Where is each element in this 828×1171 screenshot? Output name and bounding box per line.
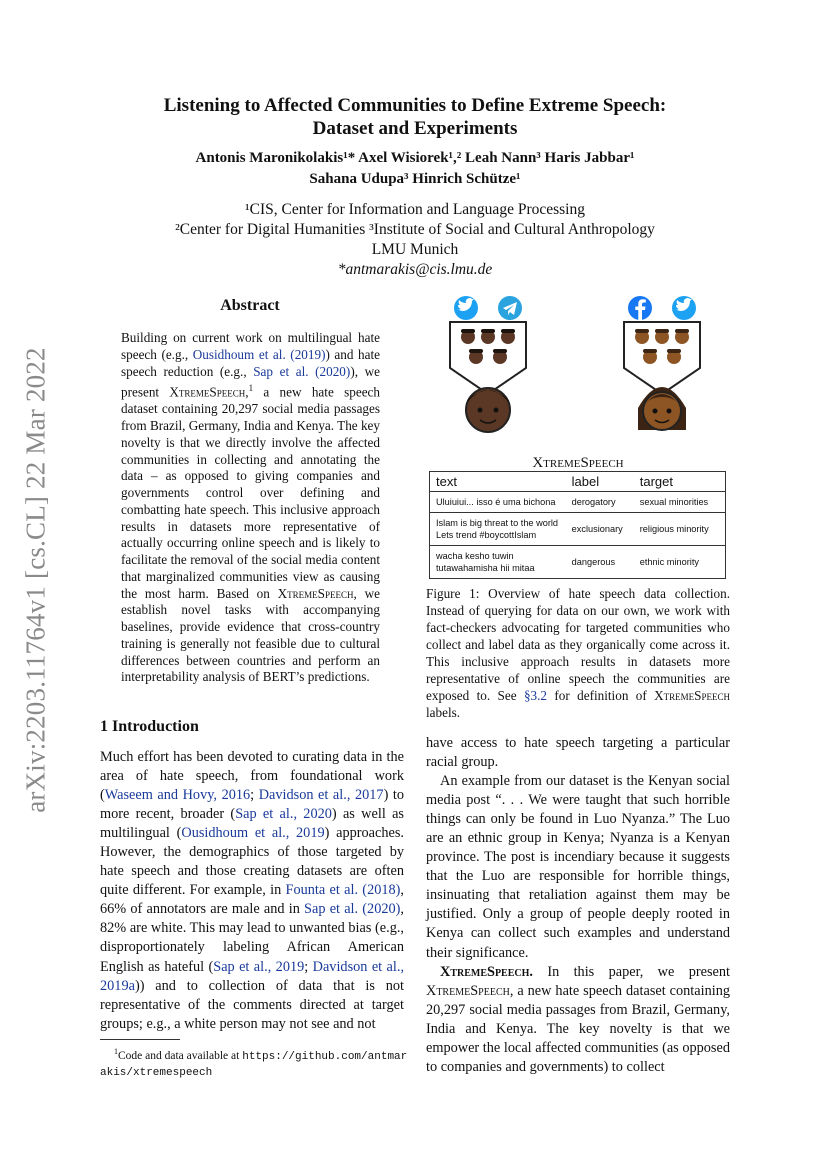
- abstract-text: a new hate speech dataset containing 20,297 social media passages from Brazil, Germany, India and Kenya. The key novelty is that we directly involve the affected communities in collecting and annotating the data – as opposed to giving companies and governments control over defining and combatting hate speech. This inclusive approach results in datasets more representative of actually occurring online speech and is likely to facilitate the removal of the social media content that marginalized communities view as causing the most harm. Based on: [121, 384, 380, 601]
- paragraph-heading: XtremeSpeech.: [440, 963, 533, 980]
- dataset-name: XtremeSpeech: [169, 384, 246, 400]
- abstract-text: Building on current work on multilingual hate speech (e.g.,: [121, 330, 380, 362]
- column-header: label: [566, 472, 634, 492]
- citation-link[interactable]: Ousidhoum et al., 2019: [181, 825, 325, 842]
- column-header: text: [430, 472, 566, 492]
- citation-link[interactable]: Davidson et al., 2019a: [100, 958, 405, 994]
- citation-link[interactable]: Founta et al. (2018): [285, 882, 401, 899]
- intro-left-column: [100, 748, 404, 1034]
- abstract-text: ) and hate speech reduction (e.g.,: [121, 346, 380, 379]
- table-cell-text: Uluiuiui... isso é uma bichona: [430, 492, 566, 513]
- affiliation-line-1: ¹CIS, Center for Information and Language Processing: [245, 201, 585, 218]
- arxiv-watermark: arXiv:2203.11764v1 [cs.CL] 22 Mar 2022: [20, 347, 51, 813]
- affiliation-line-2: ²Center for Digital Humanities ³Institute of Social and Cultural Anthropology: [175, 221, 655, 238]
- body-text: , 82% are white. This may lead to unwanted bias (e.g., disproportionately labeling African American English as hateful (: [100, 901, 404, 975]
- footnote-marker: 1: [114, 1047, 118, 1056]
- figure-illustration: [428, 290, 728, 455]
- citation-link[interactable]: Sap et al. (2020): [253, 363, 351, 379]
- table-cell-text: wacha kesho tuwin tutawahamisha hii mitaa: [430, 546, 566, 579]
- right-community-group: [624, 296, 700, 430]
- table-cell-label: dangerous: [566, 546, 634, 579]
- paragraph: An example from our dataset is the Kenyan social media post “. . . We were taught that such horrible things can only be found in Luo Nyanza.” The Luo are an ethnic group in Kenya; Nyanza is a Kenyan province. The post is incendiary because it suggests that the Luo are responsible for horrible things, insinuating that retaliation against them may be justified. Only a group of people deeply rooted in Kenya can collect such examples and understand their significance.: [426, 773, 730, 961]
- citation-link[interactable]: Sap et al. (2020): [304, 901, 401, 918]
- body-text: , 66% of annotators are male and in: [100, 882, 404, 918]
- body-text: Much effort has been devoted to curating data in the area of hate speech, from foundational work (: [100, 749, 404, 804]
- contact-email: *antmarakis@cis.lmu.de: [337, 261, 493, 278]
- body-text: , a new hate speech dataset containing 20,297 social media passages from Brazil, Germany, India and Kenya. The key novelty is that we empower the local affected communities (as opposed to companies and governments) to collect: [426, 982, 730, 1075]
- citation-link[interactable]: Sap et al., 2019: [213, 958, 305, 975]
- table-row: [430, 513, 726, 546]
- telegram-icon: [498, 296, 522, 320]
- body-text: ;: [250, 787, 259, 804]
- section-heading: 1 Introduction: [100, 718, 199, 735]
- dataset-name: XtremeSpeech: [426, 982, 510, 999]
- table-cell-label: exclusionary: [566, 513, 634, 546]
- citation-link[interactable]: Waseem and Hovy, 2016: [104, 787, 251, 804]
- footnote: [100, 1044, 410, 1081]
- caption-text: Figure 1: Overview of hate speech data collection. Instead of querying for data on our own, we work with fact-checkers advocating for targeted communities who collect and label data as they organically come across it. This inclusive approach results in datasets more representative of online speech the communities are exposed to. See: [426, 586, 730, 703]
- authors-line-2: Sahana Udupa³ Hinrich Schütze¹: [309, 171, 521, 187]
- paragraph: [426, 963, 730, 1077]
- table-row: [430, 492, 726, 513]
- caption-text: for definition of: [547, 688, 655, 703]
- dataset-name: XtremeSpeech: [277, 585, 354, 601]
- title-line-1: Listening to Affected Communities to Define Extreme Speech:: [163, 95, 667, 116]
- repository-link[interactable]: https://github.com/antmarakis/xtremespeech: [100, 1050, 408, 1079]
- abstract-body: Building on current work on multilingual hate speech (e.g., Ousidhoum et al. (2019)) and hate speech reduction (e.g., Sap et al. (2020)), we present XtremeSpeech,$^1$ a new hate speech dataset containing 20,297 social media passages from Brazil, Germany, India and Kenya. The key novelty is that we directly involve the affected communities in collecting and annotating the data – as opposed to giving companies and governments control over defining and combatting hate speech. This inclusive approach results in datasets more representative of actually occurring online speech and is likely to facilitate the removal of the social media content that marginalized communities view as causing the most harm. Based on XtremeSpeech, we establish novel tasks with accompanying baselines, provide evidence that cross-country training is generally not feasible due to cultural differences between countries and perform an interpretability analysis of BERT’s predictions.: [121, 330, 380, 685]
- column-header: target: [634, 472, 726, 492]
- footnote-text: Code and data available at: [118, 1049, 243, 1062]
- table-cell-target: religious minority: [634, 513, 726, 546]
- caption-text: labels.: [426, 705, 461, 720]
- citation-link[interactable]: Davidson et al., 2017: [258, 787, 384, 804]
- fact-checker-face: [466, 388, 510, 432]
- table-cell-label: derogatory: [566, 492, 634, 513]
- body-text: In this paper, we present: [532, 963, 730, 980]
- intro-right-column: [426, 734, 730, 1077]
- title-line-2: Dataset and Experiments: [312, 118, 518, 139]
- table-header-row: [430, 472, 726, 492]
- section-link[interactable]: §3.2: [523, 688, 548, 703]
- citation-link[interactable]: Ousidhoum et al. (2019): [192, 346, 326, 362]
- table-cell-target: sexual minorities: [634, 492, 726, 513]
- left-community-group: [450, 296, 526, 432]
- citation-link[interactable]: Sap et al., 2020: [235, 806, 332, 823]
- paper-title: [100, 94, 730, 140]
- body-text: ;: [304, 958, 313, 975]
- abstract-text: ), we present: [121, 363, 380, 400]
- body-text: ) approaches. However, the demographics of those targeted by hate speech and those creating datasets are often quite different. For example, in: [100, 825, 404, 899]
- body-text: ) to more recent, broader (: [100, 787, 405, 823]
- body-text: )) and to collection of data that is not representative of the comments directed at target groups; e.g., a white person may not see and not: [100, 977, 404, 1032]
- footnote-divider: [100, 1039, 180, 1040]
- table-row: [430, 546, 726, 579]
- authors-line-1: Antonis Maronikolakis¹* Axel Wisiorek¹,² Leah Nann³ Haris Jabbar¹: [195, 150, 635, 166]
- table-cell-target: ethnic minority: [634, 546, 726, 579]
- affiliations: [100, 200, 730, 280]
- affiliation-line-3: LMU Munich: [371, 241, 459, 258]
- table-cell-text: Islam is big threat to the world Lets trend #boycottIslam: [430, 513, 566, 546]
- abstract-heading: Abstract: [220, 297, 280, 314]
- abstract-text: , we establish novel tasks with accompanying baselines, provide evidence that cross-country training is generally not feasible due to cultural differences between countries and perform an interpretability analysis of BERT’s predictions.: [121, 585, 380, 685]
- example-table: [429, 471, 726, 579]
- paragraph: have access to hate speech targeting a particular racial group.: [426, 735, 730, 771]
- body-text: ) as well as multilingual (: [100, 806, 404, 842]
- dataset-name: XtremeSpeech: [654, 688, 731, 703]
- fact-checker-face: [643, 392, 681, 430]
- footnote-marker[interactable]: 1: [248, 383, 254, 394]
- figure-caption: [426, 585, 730, 721]
- figure-dataset-label: XtremeSpeech: [532, 455, 624, 471]
- author-list: [100, 148, 730, 190]
